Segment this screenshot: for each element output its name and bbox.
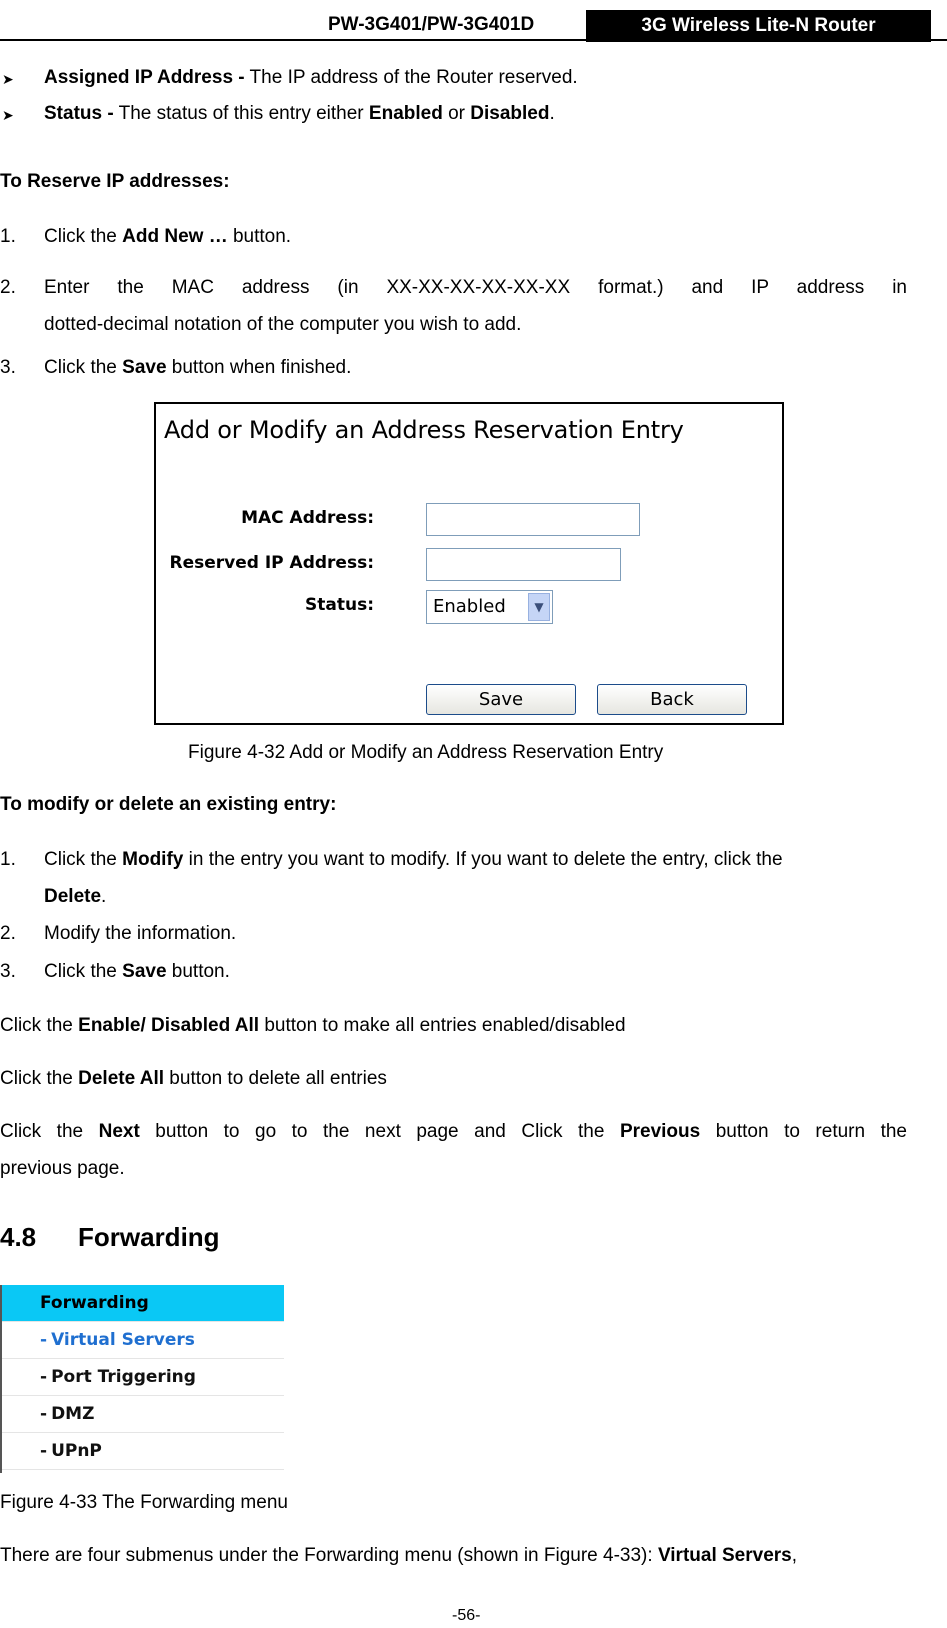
menu-item-dmz[interactable] <box>2 1396 284 1433</box>
section-number: 4.8 <box>0 1222 37 1252</box>
menu-dash: - <box>40 1367 48 1387</box>
menu-label: DMZ <box>51 1404 95 1424</box>
note-delete-all <box>0 1068 387 1090</box>
bullet-text: . <box>549 103 555 124</box>
next-term: Next <box>98 1121 140 1142</box>
delete-term: Delete <box>44 886 102 907</box>
status-selected-value: Enabled <box>433 596 506 617</box>
modify-step-2-num: 2. <box>0 923 16 944</box>
figure-4-33-caption: Figure 4-33 The Forwarding menu <box>0 1492 288 1513</box>
enable-disable-all-term: Enable/ Disabled All <box>78 1015 260 1036</box>
modify-step-3 <box>44 961 230 983</box>
status-label: Status: <box>305 595 374 615</box>
form-title: Add or Modify an Address Reservation Entry <box>164 416 684 444</box>
reserve-step-3 <box>44 357 351 379</box>
note-text: button to return the <box>700 1121 907 1142</box>
bullet-text: or <box>442 103 471 124</box>
note-text: Click the <box>0 1121 99 1142</box>
note-next-previous <box>0 1121 907 1143</box>
reserve-heading: To Reserve IP addresses: <box>0 171 230 192</box>
menu-item-upnp[interactable] <box>2 1433 284 1470</box>
bullet-status <box>44 103 555 125</box>
modify-heading: To modify or delete an existing entry: <box>0 794 337 815</box>
menu-label: UPnP <box>51 1441 102 1461</box>
header-product-tab <box>586 10 931 42</box>
menu-item-forwarding[interactable] <box>2 1285 284 1322</box>
reserve-step-2-line2: dotted-decimal notation of the computer you wish to add. <box>44 314 522 335</box>
modify-term: Modify <box>122 849 184 870</box>
reserve-step-2-line1: Enter the MAC address (in XX-XX-XX-XX-XX-XX format.) and IP address in <box>44 277 907 298</box>
arrow-bullet-icon: ➤ <box>2 71 14 87</box>
menu-label: Port Triggering <box>51 1367 196 1387</box>
chevron-down-icon[interactable]: ▼ <box>528 593 550 621</box>
note-text: button to delete all entries <box>164 1068 387 1089</box>
menu-item-port-triggering[interactable] <box>2 1359 284 1396</box>
step-text: Click the <box>44 961 123 982</box>
back-button[interactable]: Back <box>597 684 747 715</box>
save-term: Save <box>122 357 167 378</box>
reserve-step-1 <box>44 226 291 248</box>
note-text: Click the <box>0 1068 79 1089</box>
step-text: button when finished. <box>166 357 352 378</box>
step-text: Click the <box>44 357 123 378</box>
delete-all-term: Delete All <box>78 1068 165 1089</box>
menu-label: Virtual Servers <box>51 1330 195 1350</box>
menu-item-virtual-servers[interactable] <box>2 1322 284 1359</box>
bullet-text: The IP address of the Router reserved. <box>244 67 578 88</box>
address-reservation-form <box>154 402 784 725</box>
note-text: button to make all entries enabled/disabled <box>259 1015 626 1036</box>
header-product: 3G Wireless Lite-N Router <box>641 15 876 36</box>
figure-4-32-caption: Figure 4-32 Add or Modify an Address Reservation Entry <box>188 742 664 763</box>
closing-text: There are four submenus under the Forwarding menu (shown in Figure 4-33): <box>0 1545 658 1566</box>
menu-label: Forwarding <box>40 1293 149 1313</box>
add-new-term: Add New … <box>122 226 228 247</box>
bullet-text: The status of this entry either <box>113 103 369 124</box>
modify-step-1 <box>44 849 783 871</box>
note-next-previous-line2: previous page. <box>0 1158 125 1179</box>
mac-address-label: MAC Address: <box>241 508 374 528</box>
bullet-assigned-ip <box>44 67 578 89</box>
closing-text: , <box>791 1545 798 1566</box>
step-text: Click the <box>44 849 123 870</box>
modify-step-1-num: 1. <box>0 849 16 870</box>
bullet-term: Status - <box>44 103 114 124</box>
reserved-ip-input[interactable] <box>426 548 621 581</box>
note-text: button to go to the next page and Click the <box>139 1121 620 1142</box>
mac-address-input[interactable] <box>426 503 640 536</box>
step-text: . <box>101 886 107 907</box>
menu-dash: - <box>40 1330 48 1350</box>
bullet-term: Assigned IP Address - <box>44 67 245 88</box>
step-text: Click the <box>44 226 123 247</box>
header-model: PW-3G401/PW-3G401D <box>328 14 535 35</box>
virtual-servers-term: Virtual Servers <box>657 1545 792 1566</box>
forwarding-menu <box>0 1285 282 1473</box>
modify-step-3-num: 3. <box>0 961 16 982</box>
modify-step-2: Modify the information. <box>44 923 237 944</box>
reserved-ip-label: Reserved IP Address: <box>169 553 374 573</box>
modify-step-1-line2 <box>44 886 106 908</box>
save-term: Save <box>122 961 167 982</box>
arrow-bullet-icon: ➤ <box>2 107 14 123</box>
page-number: -56- <box>452 1607 481 1624</box>
section-title: Forwarding <box>78 1222 220 1252</box>
reserve-step-2-num: 2. <box>0 277 16 298</box>
save-button[interactable]: Save <box>426 684 576 715</box>
step-text: in the entry you want to modify. If you want to delete the entry, click the <box>183 849 783 870</box>
disabled-term: Disabled <box>470 103 550 124</box>
note-text: Click the <box>0 1015 79 1036</box>
reserve-step-3-num: 3. <box>0 357 16 378</box>
menu-dash: - <box>40 1404 48 1424</box>
note-enable-all <box>0 1015 626 1037</box>
previous-term: Previous <box>619 1121 701 1142</box>
reserve-step-1-num: 1. <box>0 226 16 247</box>
step-text: button. <box>166 961 230 982</box>
menu-dash: - <box>40 1441 48 1461</box>
status-select[interactable] <box>426 590 553 624</box>
closing-paragraph <box>0 1545 797 1567</box>
header-rule <box>0 39 947 41</box>
step-text: button. <box>227 226 292 247</box>
enabled-term: Enabled <box>368 103 443 124</box>
